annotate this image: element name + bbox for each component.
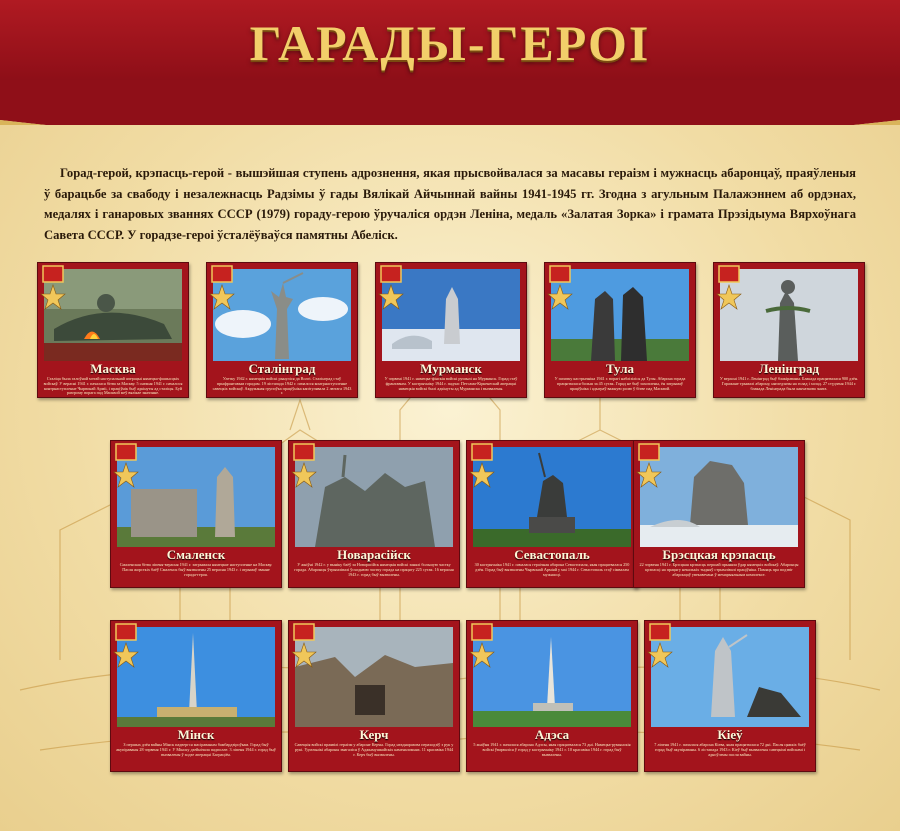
photo-minsk (117, 627, 275, 727)
city-name: Сталінград (248, 361, 316, 376)
city-name: Брэсцкая крэпасць (662, 547, 776, 562)
city-description: 22 чэрвеня 1941 г. Брэсцкая крэпасць першай прыняла ўдар нямецкіх войскаў. Абаронцы крэпасці на працягу некалькіх тыдняў стрымлівалі праціўніка. Памяць пра подзвіг абаронцаў увекавечана ў мемарыяльным комплексе. (639, 563, 799, 577)
city-name: Тула (606, 361, 634, 376)
photo-brest-fortress (640, 447, 798, 547)
gold-star-medal-icon (113, 623, 139, 677)
city-card-smolensk[interactable] (110, 440, 282, 588)
city-card-odessa[interactable] (466, 620, 638, 772)
gold-star-medal-icon (469, 623, 495, 677)
gold-star-medal-icon (378, 265, 404, 319)
city-description: Улетку 1942 г. нямецкія войскі рынуліся да Волгі. Сталінград стаў прыфрантавым горадам. 19 лістапада 1942 г. пачалося контрнаступленне савецкіх войскаў. Акружаная групоўка праціўніка капітулявала 2 лютага 1943 г. (212, 377, 352, 396)
city-description: З першых дзён вайны Мінск падвергся масіраваным бамбардзіроўкам. Горад быў акупіраваны 28 чэрвеня 1941 г. У Мінску дзейнічала падполле. 3 ліпеня 1944 г. горад быў вызвалены ў ходзе аперацыі Баграціён. (116, 743, 276, 757)
city-name: Смаленск (166, 547, 226, 562)
city-card-minsk[interactable] (110, 620, 282, 772)
city-name: Ленінград (758, 361, 820, 376)
city-name: Севастопаль (514, 547, 590, 562)
city-name: Мінск (177, 727, 215, 742)
city-name: Мурманск (420, 361, 482, 376)
city-description: 7 ліпеня 1941 г. пачалася абарона Кіева, якая працягвалася 72 дні. Пасля цяжкіх баёў горад быў акупіраваны. 6 лістапада 1943 г. Кіеў быў вызвалены савецкімі войскамі і адноўлены пасля вайны. (654, 743, 806, 757)
city-card-kyiv[interactable] (644, 620, 816, 772)
gold-star-medal-icon (547, 265, 573, 319)
city-name: Адэса (534, 727, 570, 742)
city-card-novorossiysk[interactable] (288, 440, 460, 588)
city-card-brest-fortress[interactable] (633, 440, 805, 588)
photo-novorossiysk (295, 447, 453, 547)
gold-star-medal-icon (113, 443, 139, 497)
gold-star-medal-icon (291, 623, 317, 677)
city-card-murmansk[interactable] (375, 262, 527, 398)
gold-star-medal-icon (40, 265, 66, 319)
city-card-sevastopol[interactable] (466, 440, 638, 588)
city-card-kerch[interactable] (288, 620, 460, 772)
city-description: Савецкія войскі праявілі гераізм у абароне Керчы. Горад неаднаразова пераходзіў з рук у рукі. Удзельнікі абароны змагаліся ў Аджымушкайскіх каменаломнях. 11 красавіка 1944 г. Керч быў вызвалены. (294, 743, 454, 757)
city-description: 5 жніўня 1941 г. пачалася абарона Адэсы, якая працягвалася 73 дні. Нямецка-румынскія войскі ўварваліся ў горад у кастрычніку 1941 г. 10 красавіка 1944 г. горад быў вызвалены. (473, 743, 631, 757)
photo-kyiv (651, 627, 809, 727)
city-name: Кіеў (717, 727, 743, 742)
city-description: 30 кастрычніка 1941 г. пачалася гераічная абарона Севастопаля, якая працягвалася 250 дзён. Горад быў вызвалены Чырвонай Арміяй у маі 1944 г. Севастопаль стаў сімвалам мужнасці. (474, 563, 630, 577)
photo-smolensk (117, 447, 275, 547)
city-description: У чэрвені 1941 г. нямецка-фінскія войскі рушылі на Мурманск. Горад стаў франтавым. У кастрычніку 1944 г. падчас Петсама-Кіркенескай аперацыі нямецкія войскі былі адкінуты ад Мурманска і вызвалены. (384, 377, 518, 391)
city-card-tula[interactable] (544, 262, 696, 398)
gold-star-medal-icon (469, 443, 495, 497)
city-description: У пачатку кастрычніка 1941 г. ворагі наблізіліся да Тулы. Абарона горада працягвалася больш за 45 сутак. Горад не быў захоплены, ён затрымаў праціўніка і адыграў важную ролю ў бітве пад Масквой. (554, 377, 686, 391)
city-name: Новарасійск (337, 547, 411, 562)
city-name: Масква (90, 361, 136, 376)
city-description: Смаленская бітва ліпеня-верасня 1941 г. затрымала нямецкае наступленне на Маскву. Пасля жорсткіх баёў Смаленск быў вызвалены 25 верасня 1943 г. і атрымаў званне горада-героя. (119, 563, 273, 577)
city-description: У жніўні 1942 г. у выніку баёў за Новарасійск нямецкія войскі занялі большую частку горада. Абаронцы ўтрымлівалі ўсходнюю частку горада на працягу 225 сутак. 16 верасня 1943 г. горад быў вызвалены. (294, 563, 454, 577)
photo-kerch (295, 627, 453, 727)
page-title: ГАРАДЫ-ГЕРОІ (249, 15, 651, 71)
city-description: У верасні 1941 г. Ленінград быў блакіраваны. Блакада працягвалася 900 дзён. Гаражане трымалі абарону, нягледзячы на голад і холад. 27 студзеня 1944 г. блакада Ленінграда была канчаткова знята. (719, 377, 859, 391)
city-name: Керч (359, 727, 389, 742)
gold-star-medal-icon (716, 265, 742, 319)
intro-text: Горад-герой, крэпасць-герой - вышэйшая ступень адрознення, якая прысвойвалася за масавы гераізм і мужнасць абаронцаў, праяўленыя ў барацьбе за свабоду і незалежнасць Радзімы ў гады Вялікай Айчыннай вайны 1941-1945 гг. Згодна з агульным Палажэннем аб ордэнах, медалях і ганаровых званнях СССР (1979) гораду-герою ўручаліся ордэн Леніна, медаль «Залатая Зорка» і грамата Прэзідыума Вярхоўнага Савета СССР. У горадзе-героі ўсталёўваўся памятны Абеліск. (44, 166, 856, 242)
photo-odessa (473, 627, 631, 727)
gold-star-medal-icon (636, 443, 662, 497)
city-card-leningrad[interactable] (713, 262, 865, 398)
city-description: Сталіца была галоўнай мэтай наступальнай аперацыі нямецка-фашысцкіх войскаў. У верасні 1941 г. пачалася бітва за Маскву. 5 снежня 1941 г. пачалося контрнаступленне Чырвонай Арміі, і праціўнік быў адкінуты ад сталіцы. Буй разгрому ворага пад Масквой меў вялікае значэнне. (43, 377, 183, 396)
city-card-moscow[interactable] (37, 262, 189, 398)
gold-star-medal-icon (291, 443, 317, 497)
gold-star-medal-icon (209, 265, 235, 319)
photo-sevastopol (473, 447, 631, 547)
city-card-stalingrad[interactable] (206, 262, 358, 398)
gold-star-medal-icon (647, 623, 673, 677)
